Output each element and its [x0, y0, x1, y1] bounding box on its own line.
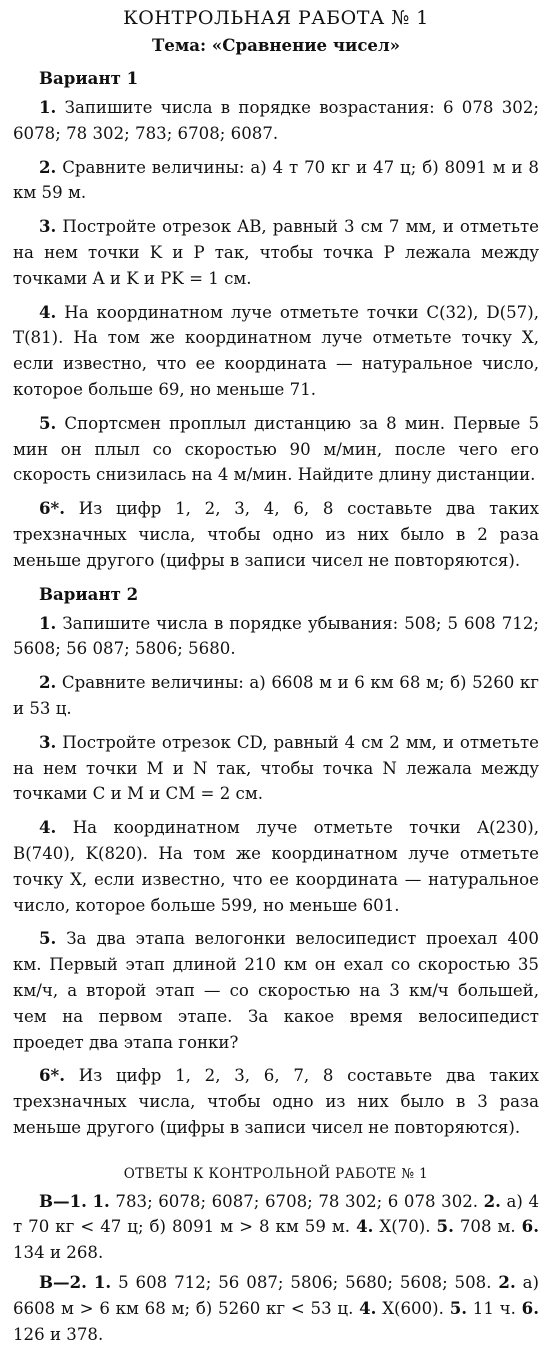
answer-text: а) 4 т 70 кг < 47 ц; б) 8091 м > 8 км 59 м. — [13, 1191, 539, 1237]
variant-1-heading: Вариант 1 — [39, 68, 139, 88]
task-v1-1 — [13, 95, 539, 147]
task-text: Из цифр 1, 2, 3, 4, 6, 8 составьте два таких трехзначных числа, чтобы одно из них было в 2 раза меньше другого (цифры в записи чисел не повторяются). — [13, 499, 539, 570]
task-v2-2 — [13, 670, 539, 722]
task-text: За два этапа велогонки велосипедист проехал 400 км. Первый этап длиной 210 км он ехал со скоростью 35 км/ч, а второй этап — со скоростью на 3 км/ч большей, чем на первом этапе. За какое время велосипедист проедет два этапа гонки? — [13, 929, 539, 1052]
task-text: Сравните величины: а) 4 т 70 кг и 47 ц; б) 8091 м и 8 км 59 м. — [13, 157, 539, 203]
answer-number: 2. — [483, 1190, 501, 1211]
task-number: 1. — [39, 97, 57, 117]
variant-2-heading: Вариант 2 — [39, 583, 139, 604]
page-topic: Тема: «Сравнение чисел» — [151, 35, 401, 55]
task-number: 6*. — [39, 498, 66, 519]
answer-number: 1. — [92, 1190, 110, 1211]
task-v1-5 — [13, 411, 539, 488]
task-v2-3 — [13, 730, 539, 807]
answer-text: 783; 6078; 6087; 6708; 78 302; 6 078 302. — [109, 1191, 484, 1211]
answer-number: 6. — [521, 1297, 539, 1318]
answers-heading: ОТВЕТЫ К КОНТРОЛЬНОЙ РАБОТЕ № 1 — [123, 1165, 429, 1182]
task-text: Постройте отрезок CD, равный 4 см 2 мм, и отметьте на нем точки M и N так, чтобы точка N лежала между точками C и M и CM = 2 см. — [13, 732, 539, 804]
task-text: Постройте отрезок AB, равный 3 см 7 мм, и отметьте на нем точки K и P так, чтобы точка P лежала между точками A и K и PK = 1 см. — [13, 217, 539, 288]
answer-text: 708 м. — [453, 1217, 522, 1237]
task-v2-6 — [13, 1063, 539, 1140]
answer-text: X(600). — [376, 1298, 450, 1318]
page-title: КОНТРОЛЬНАЯ РАБОТА № 1 — [123, 7, 429, 29]
task-v1-6 — [13, 496, 539, 573]
task-text: Запишите числа в порядке возрастания: 6 078 302; 6078; 78 302; 783; 6708; 6087. — [13, 98, 539, 143]
answer-number: 4. — [359, 1297, 377, 1318]
answer-variant-label: В—1. — [39, 1190, 87, 1211]
task-v1-4 — [13, 300, 539, 403]
task-v1-3 — [13, 214, 539, 291]
task-text: На координатном луче отметьте точки A(230), B(740), K(820). На том же координатном луче отметьте точку X, если известно, что ее координата — натуральное число, которое больше 599, но меньше 601. — [13, 818, 539, 915]
task-number: 4. — [39, 301, 57, 322]
task-number: 3. — [39, 216, 57, 237]
answer-number: 1. — [93, 1272, 112, 1293]
task-text: Сравните величины: а) 6608 м и 6 км 68 м; б) 5260 кг и 53 ц. — [13, 673, 539, 718]
task-number: 1. — [39, 612, 57, 633]
answer-text: 126 и 378. — [13, 1324, 104, 1344]
variant-1-tasks — [13, 95, 539, 574]
task-text: На координатном луче отметьте точки C(32), D(57), T(81). На том же координатном луче отметьте точку X, если известно, что ее координата — натуральное число, которое больше 69, но меньше 71. — [13, 302, 539, 399]
answer-text: X(70). — [373, 1217, 437, 1237]
answers-variant-2 — [13, 1270, 539, 1347]
task-number: 2. — [39, 156, 57, 177]
answers-variant-1 — [13, 1189, 539, 1266]
task-number: 3. — [39, 731, 57, 752]
task-text: Из цифр 1, 2, 3, 6, 7, 8 составьте два таких трехзначных числа, чтобы одно из них было в 3 раза меньше другого (цифры в записи чисел не повторяются). — [13, 1066, 539, 1137]
task-number: 2. — [39, 672, 57, 693]
task-number: 5. — [39, 928, 57, 949]
answer-number: 2. — [498, 1272, 516, 1293]
task-text: Запишите числа в порядке убывания: 508; 5 608 712; 5608; 56 087; 5806; 5680. — [13, 613, 539, 659]
answer-text: а) 6608 м > 6 км 68 м; б) 5260 кг < 53 ц. — [13, 1273, 539, 1318]
task-number: 5. — [39, 412, 57, 433]
answer-text: 11 ч. — [467, 1298, 522, 1318]
answer-number: 5. — [449, 1297, 468, 1318]
answer-number: 4. — [356, 1216, 374, 1237]
answer-number: 6. — [521, 1216, 539, 1237]
task-number: 6*. — [39, 1065, 66, 1086]
task-number: 4. — [39, 817, 57, 838]
task-v1-2 — [13, 155, 539, 207]
answer-text: 134 и 268. — [13, 1243, 104, 1263]
answer-variant-label: В—2. — [39, 1272, 87, 1293]
task-v2-4 — [13, 815, 539, 918]
variant-2-tasks — [13, 611, 539, 1141]
answer-text: 5 608 712; 56 087; 5806; 5680; 5608; 508. — [111, 1273, 499, 1293]
task-v2-5 — [13, 926, 539, 1055]
task-v2-1 — [13, 611, 539, 663]
answer-number: 5. — [436, 1216, 454, 1237]
task-text: Спортсмен проплыл дистанцию за 8 мин. Первые 5 мин он плыл со скоростью 90 м/мин, после чего его скорость снизилась на 4 м/мин. Найдите длину дистанции. — [13, 413, 539, 485]
